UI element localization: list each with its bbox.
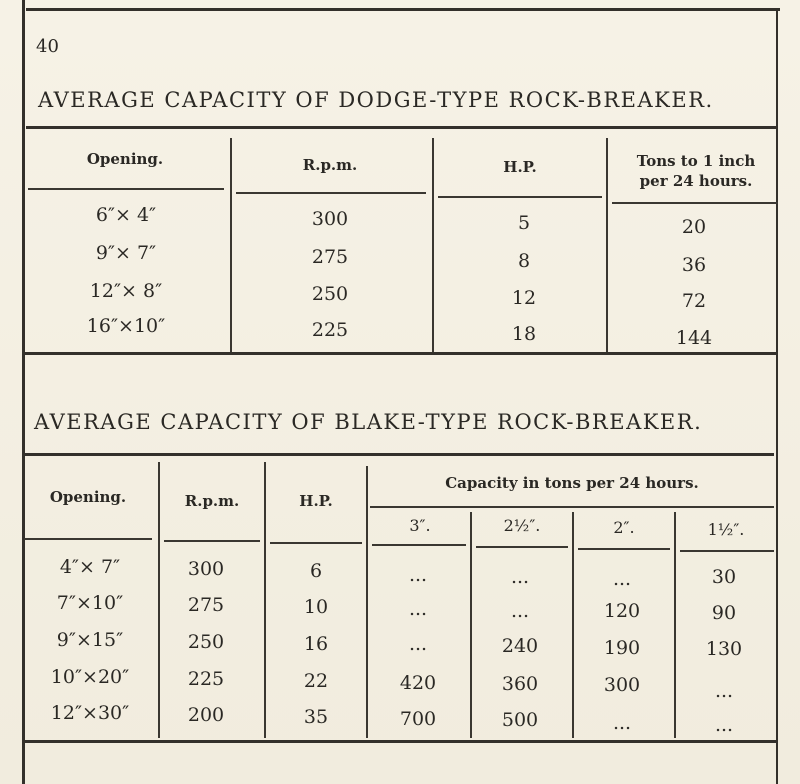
blake-cell-hp: 16	[303, 633, 329, 655]
dodge-cell-opening: 12″× 8″	[89, 280, 163, 302]
blake-cell-c1h: ...	[714, 680, 734, 702]
dodge-header-rule	[28, 188, 224, 190]
dodge-cell-rpm: 275	[311, 246, 349, 268]
dodge-cell-opening: 9″× 7″	[95, 242, 157, 264]
dodge-header-rule	[438, 196, 602, 198]
blake-cell-rpm: 200	[187, 704, 225, 726]
blake-cell-c1h: ...	[714, 714, 734, 736]
dodge-col-divider	[230, 138, 232, 352]
right-border	[776, 8, 778, 784]
left-border	[22, 0, 25, 784]
blake-header-rule	[24, 538, 152, 540]
blake-col-divider	[470, 512, 472, 738]
dodge-header-rule	[236, 192, 426, 194]
top-border	[26, 8, 780, 11]
blake-cell-c3: ...	[408, 598, 428, 620]
blake-cell-c3: 700	[399, 708, 437, 730]
blake-cell-opening: 4″× 7″	[59, 556, 121, 578]
dodge-top-rule	[26, 126, 778, 129]
dodge-header-opening: Opening.	[86, 150, 164, 168]
blake-table-title: AVERAGE CAPACITY OF BLAKE-TYPE ROCK-BREAKER.	[34, 410, 703, 434]
dodge-cell-tons: 72	[681, 290, 707, 312]
dodge-cell-hp: 8	[517, 250, 531, 272]
blake-cell-c1h: 90	[711, 602, 737, 624]
blake-header-size: 2½″.	[503, 516, 541, 535]
blake-cell-c2h: 500	[501, 709, 539, 731]
dodge-header-tons-line2: per 24 hours.	[639, 172, 753, 190]
blake-cell-hp: 6	[309, 560, 323, 582]
blake-col-divider	[674, 512, 676, 738]
blake-header-rule	[270, 542, 362, 544]
blake-bottom-rule	[22, 740, 776, 743]
blake-cell-c3: 420	[399, 672, 437, 694]
blake-cell-c3: ...	[408, 633, 428, 655]
blake-cell-opening: 10″×20″	[50, 666, 130, 688]
blake-header-capacity: Capacity in tons per 24 hours.	[445, 474, 699, 492]
blake-header-size: 1½″.	[707, 520, 745, 539]
blake-cell-c2: 300	[603, 674, 641, 696]
blake-cell-rpm: 300	[187, 558, 225, 580]
dodge-col-divider	[606, 138, 608, 352]
dodge-cell-rpm: 225	[311, 319, 349, 341]
page-number: 40	[36, 36, 59, 57]
blake-header-rpm: R.p.m.	[184, 492, 240, 510]
blake-cell-c1h: 30	[711, 566, 737, 588]
blake-cell-opening: 9″×15″	[56, 629, 124, 651]
blake-cell-hp: 35	[303, 706, 329, 728]
dodge-header-rule	[612, 202, 778, 204]
blake-cell-c3: ...	[408, 564, 428, 586]
dodge-header-rpm: R.p.m.	[302, 156, 358, 174]
blake-header-size: 2″.	[613, 518, 635, 537]
dodge-cell-opening: 16″×10″	[86, 315, 166, 337]
blake-header-opening: Opening.	[49, 488, 127, 506]
blake-cell-c1h: 130	[705, 638, 743, 660]
dodge-header-hp: H.P.	[503, 158, 537, 176]
blake-cell-c2: 120	[603, 600, 641, 622]
blake-top-rule	[22, 453, 774, 456]
dodge-cell-opening: 6″× 4″	[95, 204, 157, 226]
blake-header-rule	[476, 546, 568, 548]
blake-cell-c2: ...	[612, 568, 632, 590]
dodge-bottom-rule	[24, 352, 776, 355]
blake-cell-c2: 190	[603, 637, 641, 659]
dodge-cell-rpm: 300	[311, 208, 349, 230]
blake-cell-c2h: 240	[501, 635, 539, 657]
dodge-table-title: AVERAGE CAPACITY OF DODGE-TYPE ROCK-BREAKER.	[38, 88, 714, 112]
blake-header-rule	[578, 548, 670, 550]
blake-cell-rpm: 275	[187, 594, 225, 616]
blake-cell-rpm: 250	[187, 631, 225, 653]
blake-cell-hp: 10	[303, 596, 329, 618]
dodge-cell-hp: 5	[517, 212, 531, 234]
blake-cell-rpm: 225	[187, 668, 225, 690]
blake-cell-hp: 22	[303, 670, 329, 692]
blake-header-rule	[164, 540, 260, 542]
blake-cell-c2h: ...	[510, 600, 530, 622]
blake-col-divider	[572, 512, 574, 738]
dodge-header-tons-line1: Tons to 1 inch	[636, 152, 756, 170]
dodge-cell-tons: 144	[675, 327, 713, 349]
dodge-cell-hp: 12	[511, 287, 537, 309]
blake-header-hp: H.P.	[299, 492, 333, 510]
blake-cell-opening: 12″×30″	[50, 702, 130, 724]
dodge-cell-rpm: 250	[311, 283, 349, 305]
blake-cell-opening: 7″×10″	[56, 592, 124, 614]
dodge-cell-hp: 18	[511, 323, 537, 345]
dodge-cell-tons: 20	[681, 216, 707, 238]
blake-cell-c2h: ...	[510, 566, 530, 588]
blake-cell-c2h: 360	[501, 673, 539, 695]
blake-cell-c2: ...	[612, 712, 632, 734]
dodge-cell-tons: 36	[681, 254, 707, 276]
blake-header-rule	[680, 550, 774, 552]
blake-capacity-rule	[370, 506, 774, 508]
dodge-col-divider	[432, 138, 434, 352]
blake-header-size: 3″.	[409, 516, 431, 535]
blake-header-rule	[372, 544, 466, 546]
